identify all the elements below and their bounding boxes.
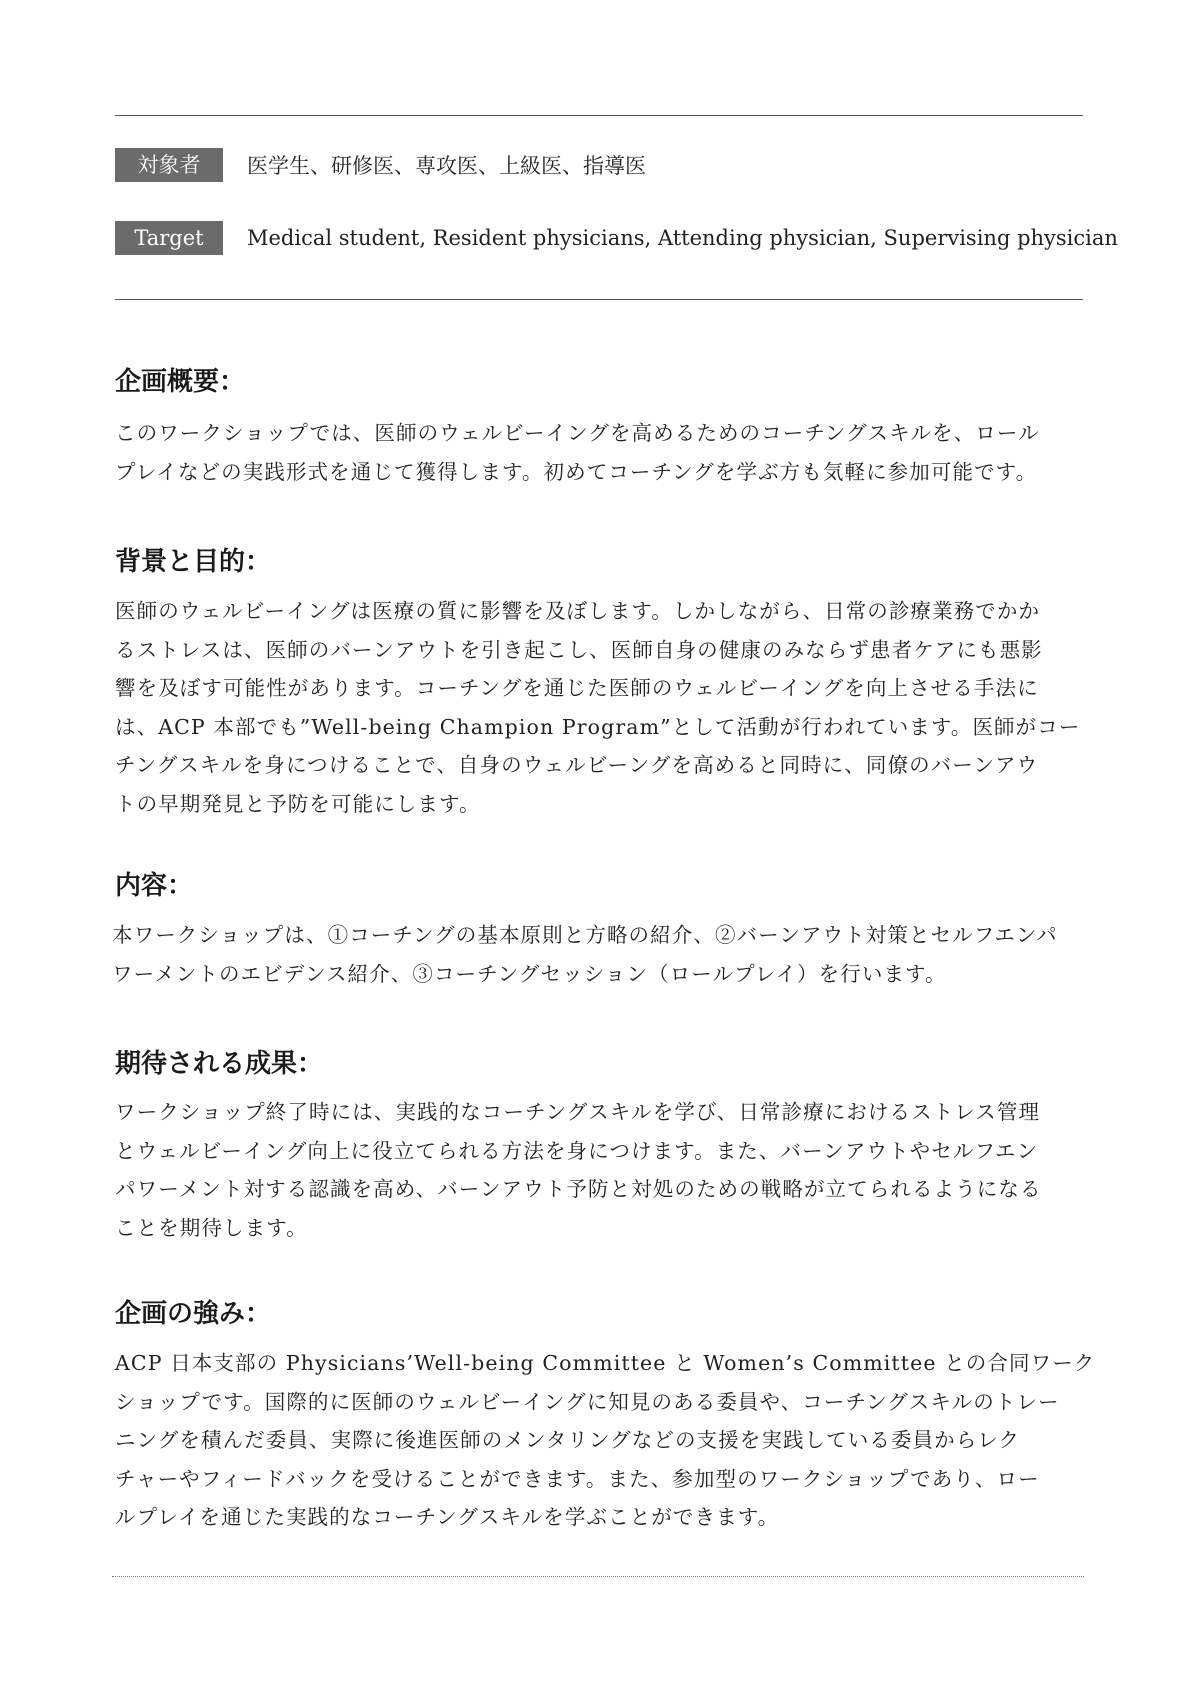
section-heading-background: 背景と目的： bbox=[115, 547, 272, 577]
section-body-outcomes bbox=[115, 1093, 1090, 1247]
section-body-overview bbox=[115, 414, 1090, 491]
text-line: プレイなどの実践形式を通じて獲得します。初めてコーチングを学ぶ方も気軽に参加可能です。 bbox=[115, 459, 1038, 484]
text-line: このワークショップでは、医師のウェルビーイングを高めるためのコーチングスキルを、ロール bbox=[115, 421, 1040, 445]
bottom-divider bbox=[115, 299, 1083, 300]
target-value-ja: 医学生、研修医、専攻医、上級医、指導医 bbox=[247, 154, 646, 178]
section-body-background bbox=[115, 592, 1090, 823]
target-value-en: Medical student, Resident physicians, Attending physician, Supervising physician bbox=[247, 226, 1118, 250]
text-line: ニングを積んだ委員、実際に後進医師のメンタリングなどの支援を実践している委員からレク bbox=[115, 1428, 1021, 1452]
section-overview bbox=[115, 364, 1090, 491]
text-line: チャーやフィードバックを受けることができます。また、参加型のワークショップであり、ロー bbox=[115, 1466, 1040, 1491]
text-line: 響を及ぼす可能性があります。コーチングを通じた医師のウェルビーイングを向上させる手法に bbox=[115, 676, 1039, 700]
text-line: ルプレイを通じた実践的なコーチングスキルを学ぶことができます。 bbox=[115, 1505, 780, 1529]
target-row-ja bbox=[115, 148, 646, 182]
target-label-en: Target bbox=[115, 221, 223, 255]
text-line: とウェルビーイング向上に役立てられる方法を身につけます。また、バーンアウトやセルフエン bbox=[115, 1138, 1039, 1163]
text-line: パワーメント対する認識を高め、バーンアウト予防と対処のための戦略が立てられるようになる bbox=[115, 1177, 1042, 1201]
target-label-ja: 対象者 bbox=[115, 148, 223, 182]
section-outcomes bbox=[115, 1046, 1090, 1247]
footer-dotted-divider bbox=[112, 1576, 1084, 1577]
section-strengths bbox=[115, 1296, 1096, 1537]
section-body-strengths bbox=[115, 1344, 1096, 1537]
section-heading-overview: 企画概要： bbox=[115, 367, 246, 397]
section-heading-outcomes: 期待される成果： bbox=[115, 1049, 324, 1079]
section-content bbox=[112, 868, 1090, 993]
text-line: 本ワークショップは、①コーチングの基本原則と方略の紹介、②バーンアウト対策とセルフエンパ bbox=[112, 923, 1058, 947]
text-line: 医師のウェルビーイングは医療の質に影響を及ぼします。しかしながら、日常の診療業務でかか bbox=[115, 599, 1041, 623]
section-heading-strengths: 企画の強み： bbox=[115, 1299, 272, 1329]
text-line: ことを期待します。 bbox=[115, 1215, 308, 1240]
text-line: ワークショップ終了時には、実践的なコーチングスキルを学び、日常診療におけるストレス管理 bbox=[115, 1100, 1041, 1124]
section-body-content bbox=[112, 916, 1090, 993]
text-line: ショップです。国際的に医師のウェルビーイングに知見のある委員や、コーチングスキルのトレー bbox=[115, 1389, 1060, 1414]
target-row-en bbox=[115, 221, 1118, 255]
text-line: チングスキルを身につけることで、自身のウェルビーングを高めると同時に、同僚のバーンアウ bbox=[115, 753, 1039, 777]
top-divider bbox=[115, 115, 1083, 116]
text-line: ワーメントのエビデンス紹介、③コーチングセッション（ロールプレイ）を行います。 bbox=[112, 961, 947, 986]
text-line: トの早期発見と予防を可能にします。 bbox=[115, 791, 481, 816]
text-line: は、ACP 本部でも”Well-being Champion Program”として活動が行われています。医師がコー bbox=[115, 714, 1081, 739]
section-background bbox=[115, 544, 1090, 823]
text-line: ACP 日本支部の Physicians’Well-being Committee と Women’s Committee との合同ワーク bbox=[115, 1351, 1096, 1375]
text-line: るストレスは、医師のバーンアウトを引き起こし、医師自身の健康のみならず患者ケアにも悪影 bbox=[115, 637, 1043, 662]
section-heading-content: 内容： bbox=[115, 871, 194, 901]
